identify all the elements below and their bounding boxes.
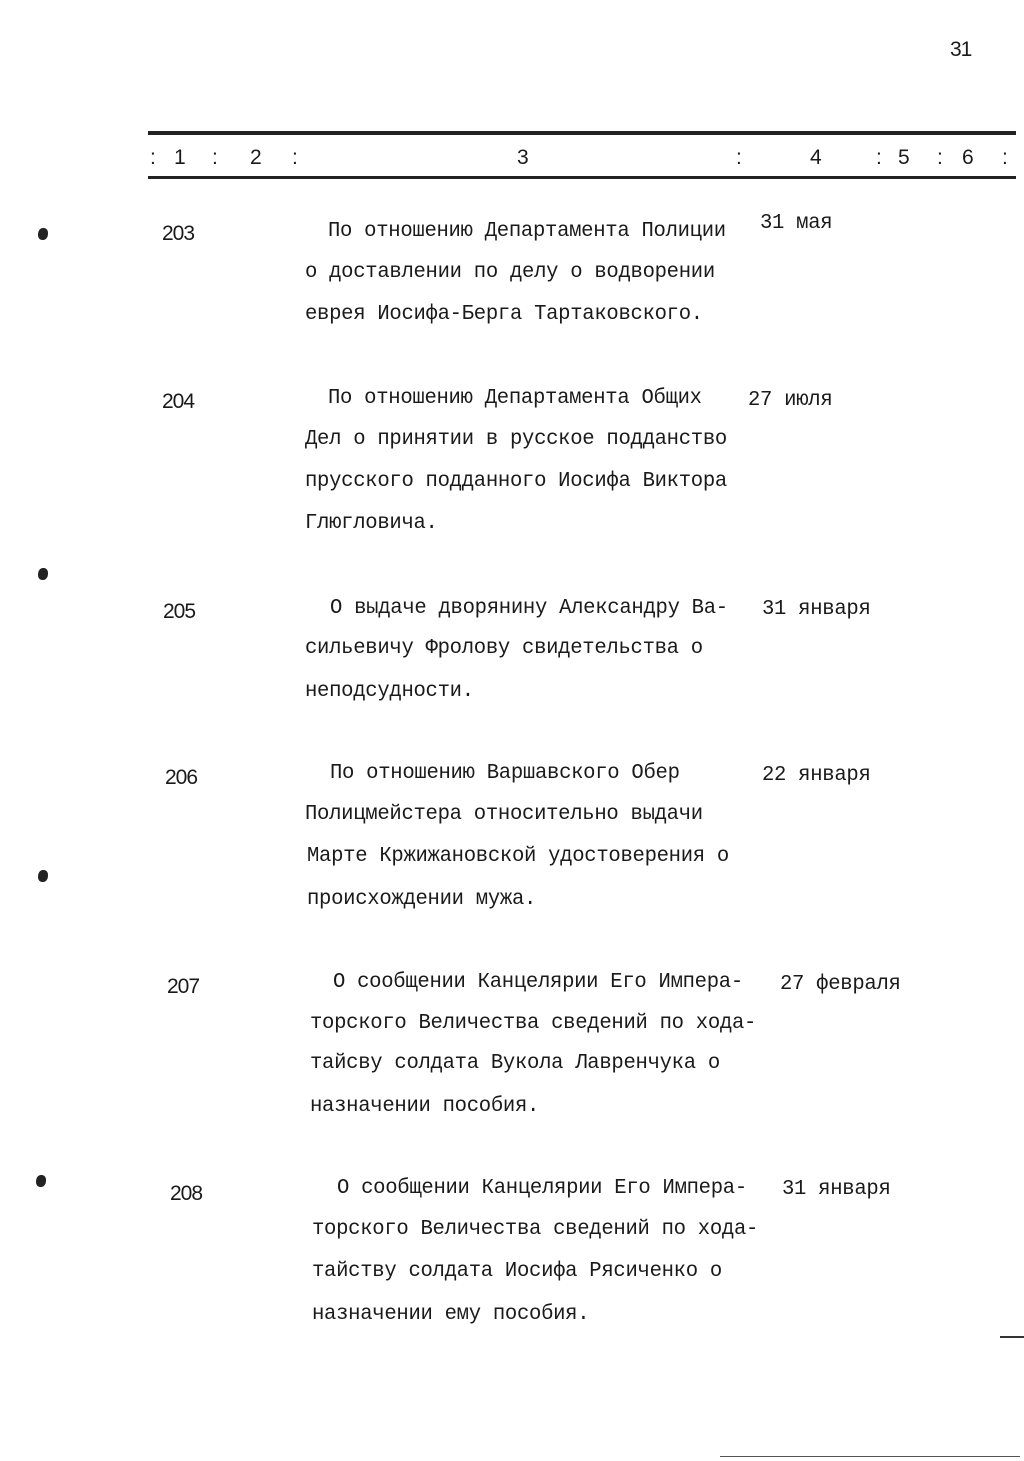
header-separator: :: [937, 146, 943, 169]
page-edge-line: [720, 1456, 1020, 1457]
entry-text-line: торского Величества сведений по хода-: [310, 1012, 757, 1035]
header-top-rule: [148, 131, 1016, 135]
entry-text-line: торского Величества сведений по хода-: [312, 1218, 759, 1241]
header-col-1: 1: [174, 146, 186, 169]
entry-text-line: назначении ему пособия.: [312, 1303, 590, 1326]
header-separator: :: [292, 146, 298, 169]
entry-text-line: По отношению Департамента Полиции: [328, 220, 726, 243]
header-col-4: 4: [810, 146, 822, 169]
entry-date: 27 февраля: [780, 973, 901, 996]
entry-text-line: О сообщении Канцелярии Его Импера-: [333, 971, 743, 994]
header-col-3: 3: [517, 146, 529, 169]
binding-hole-mark: [36, 1175, 46, 1187]
header-separator: :: [736, 146, 742, 169]
entry-number: 208: [170, 1182, 203, 1205]
entry-number: 207: [167, 975, 200, 998]
entry-date: 31 мая: [760, 212, 833, 235]
entry-text-line: О сообщении Канцелярии Его Импера-: [337, 1177, 747, 1200]
entry-text-line: еврея Иосифа-Берга Тартаковского.: [305, 303, 703, 326]
header-col-6: 6: [962, 146, 974, 169]
binding-hole-mark: [38, 870, 48, 882]
entry-text-line: О выдаче дворянину Александру Ва-: [330, 597, 728, 620]
header-col-5: 5: [898, 146, 910, 169]
entry-text-line: назначении пособия.: [310, 1095, 540, 1118]
entry-number: 206: [165, 766, 198, 789]
entry-date: 31 января: [762, 598, 871, 621]
entry-number: 203: [162, 222, 195, 245]
entry-text-line: сильевичу Фролову свидетельства о: [305, 637, 703, 660]
entry-date: 27 июля: [748, 389, 833, 412]
entry-text-line: прусского подданного Иосифа Виктора: [305, 470, 727, 493]
header-col-2: 2: [250, 146, 262, 169]
binding-hole-mark: [38, 228, 48, 240]
entry-text-line: тайсву солдата Вукола Лавренчука о: [310, 1052, 720, 1075]
entry-number: 205: [163, 600, 196, 623]
entry-text-line: По отношению Департамента Общих: [328, 387, 702, 410]
entry-date: 22 января: [762, 764, 871, 787]
entry-text-line: о доставлении по делу о водворении: [305, 261, 715, 284]
header-separator: :: [876, 146, 882, 169]
header-separator: :: [1002, 146, 1008, 169]
entry-number: 204: [162, 390, 195, 413]
entry-text-line: тайству солдата Иосифа Рясиченко о: [312, 1260, 722, 1283]
binding-hole-mark: [38, 568, 48, 580]
entry-text-line: происхождении мужа.: [307, 888, 537, 911]
header-bottom-rule: [148, 176, 1016, 179]
margin-tick: [1000, 1336, 1024, 1338]
entry-text-line: По отношению Варшавского Обер: [330, 762, 680, 785]
page-number: 31: [950, 38, 972, 61]
header-separator: :: [212, 146, 218, 169]
header-separator: :: [150, 146, 156, 169]
entry-text-line: неподсудности.: [305, 680, 474, 703]
entry-date: 31 января: [782, 1178, 891, 1201]
entry-text-line: Полицмейстера относительно выдачи: [305, 803, 703, 826]
entry-text-line: Марте Кржижановской удостоверения о: [307, 845, 729, 868]
entry-text-line: Дел о принятии в русское подданство: [305, 428, 727, 451]
entry-text-line: Глюгловича.: [305, 512, 438, 535]
